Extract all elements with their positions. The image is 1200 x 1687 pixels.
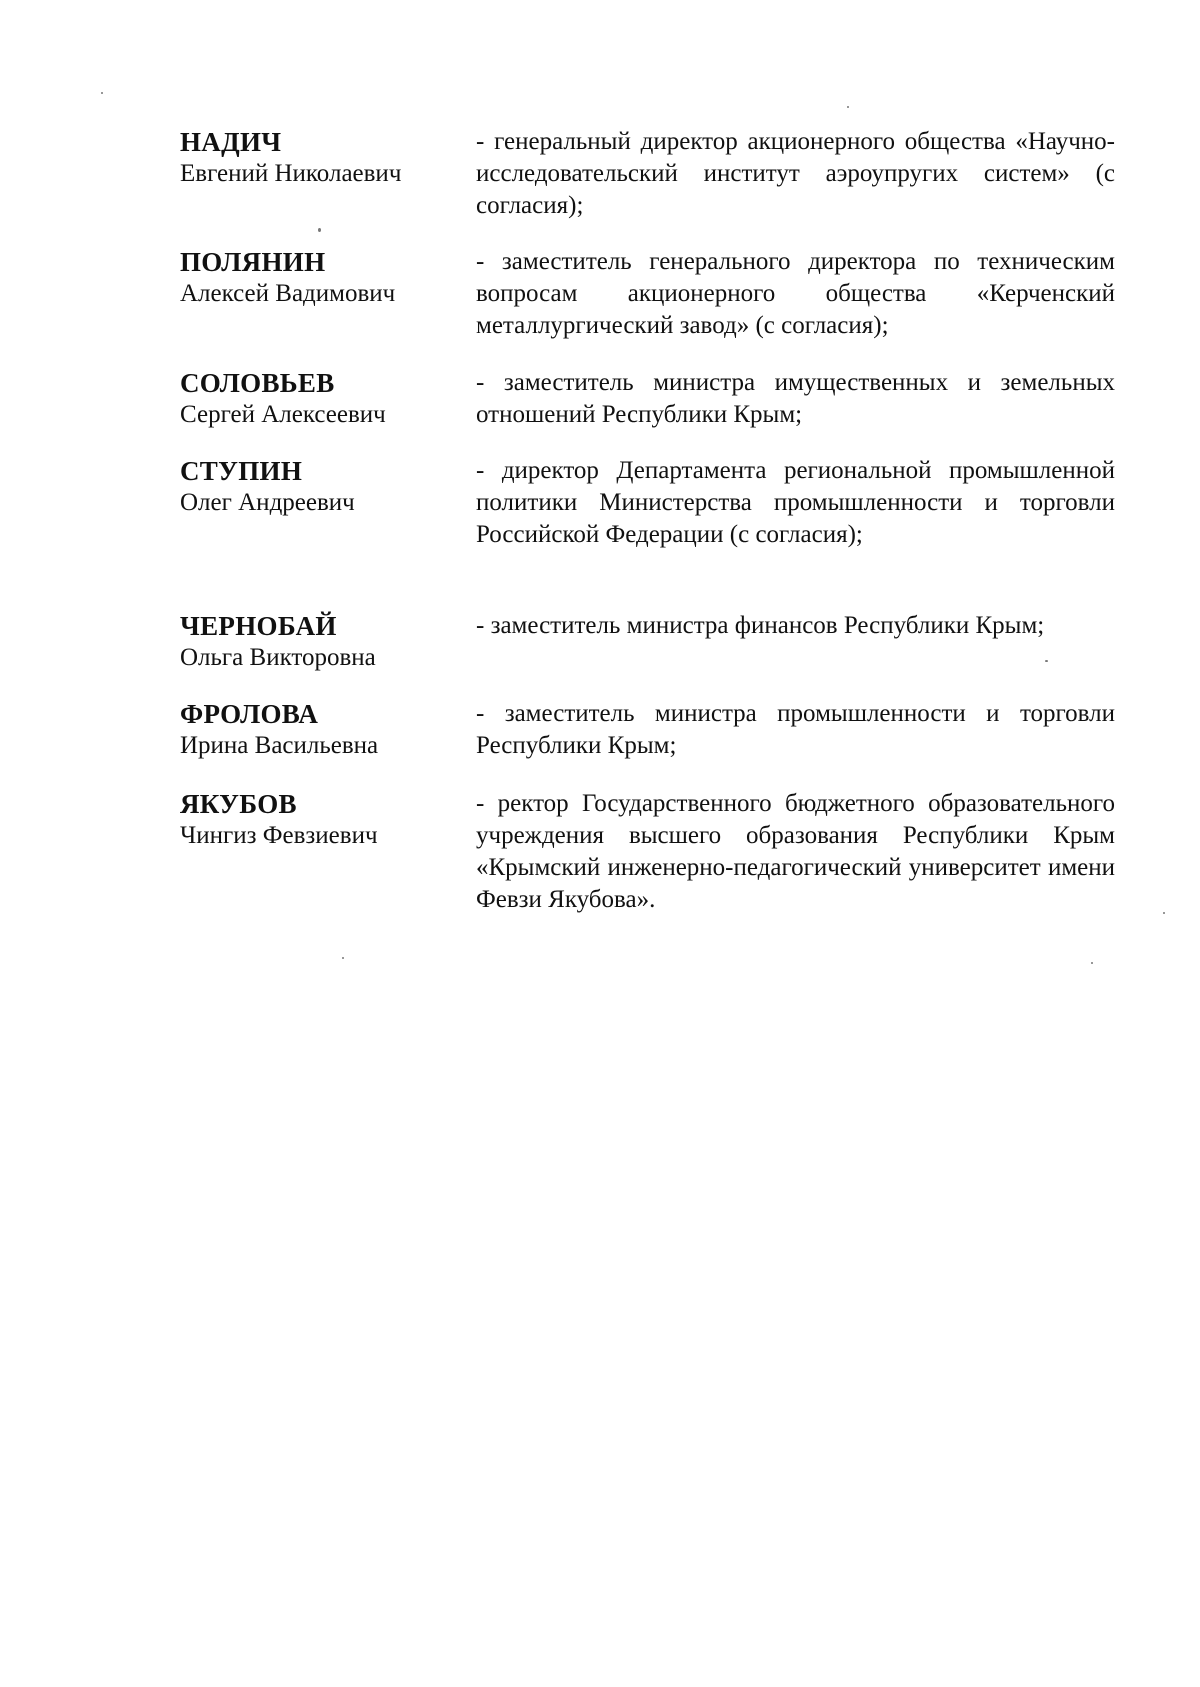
scan-speck <box>1163 912 1165 914</box>
member-given-names: Алексей Вадимович <box>180 280 396 307</box>
scan-speck <box>342 957 344 959</box>
member-role: - ректор Государственного бюджетного образовательного учреждения высшего образования Республики Крым «Крымский инженерно-педагогический университет имени Февзи Якубова». <box>476 790 1115 913</box>
member-surname: СОЛОВЬЕВ <box>180 368 335 398</box>
member-role: - генеральный директор акционерного общества «Научно-исследовательский институт аэроупругих систем» (с согласия); <box>476 128 1115 219</box>
scan-speck <box>1045 660 1048 662</box>
member-surname: ЧЕРНОБАЙ <box>180 611 337 641</box>
scan-speck <box>101 92 103 94</box>
member-given-names: Ирина Васильевна <box>180 732 379 759</box>
member-surname: ПОЛЯНИН <box>180 247 326 277</box>
member-surname: НАДИЧ <box>180 127 282 157</box>
member-given-names: Ольга Викторовна <box>180 644 376 671</box>
member-given-names: Евгений Николаевич <box>180 160 402 187</box>
scan-speck <box>1091 962 1093 964</box>
member-role: - заместитель министра промышленности и торговли Республики Крым; <box>476 700 1115 759</box>
member-role: - директор Департамента региональной промышленной политики Министерства промышленности и торговли Российской Федерации (с согласия); <box>476 457 1115 548</box>
member-surname: ЯКУБОВ <box>180 789 297 819</box>
member-name <box>180 788 460 852</box>
member-name <box>180 367 460 431</box>
member-given-names: Олег Андреевич <box>180 489 355 516</box>
member-role: - заместитель генерального директора по техническим вопросам акционерного общества «Керченский металлургический завод» (с согласия); <box>476 248 1115 339</box>
member-surname: СТУПИН <box>180 456 303 486</box>
member-name <box>180 455 460 519</box>
member-role: - заместитель министра имущественных и земельных отношений Республики Крым; <box>476 369 1115 428</box>
member-name <box>180 698 460 762</box>
member-name <box>180 246 460 310</box>
scan-speck <box>847 106 849 108</box>
scan-speck <box>318 228 321 232</box>
member-surname: ФРОЛОВА <box>180 699 319 729</box>
member-given-names: Чингиз Февзиевич <box>180 822 378 849</box>
member-name <box>180 610 460 674</box>
member-role: - заместитель министра финансов Республики Крым; <box>476 612 1045 639</box>
member-name <box>180 126 460 190</box>
member-given-names: Сергей Алексеевич <box>180 401 386 428</box>
